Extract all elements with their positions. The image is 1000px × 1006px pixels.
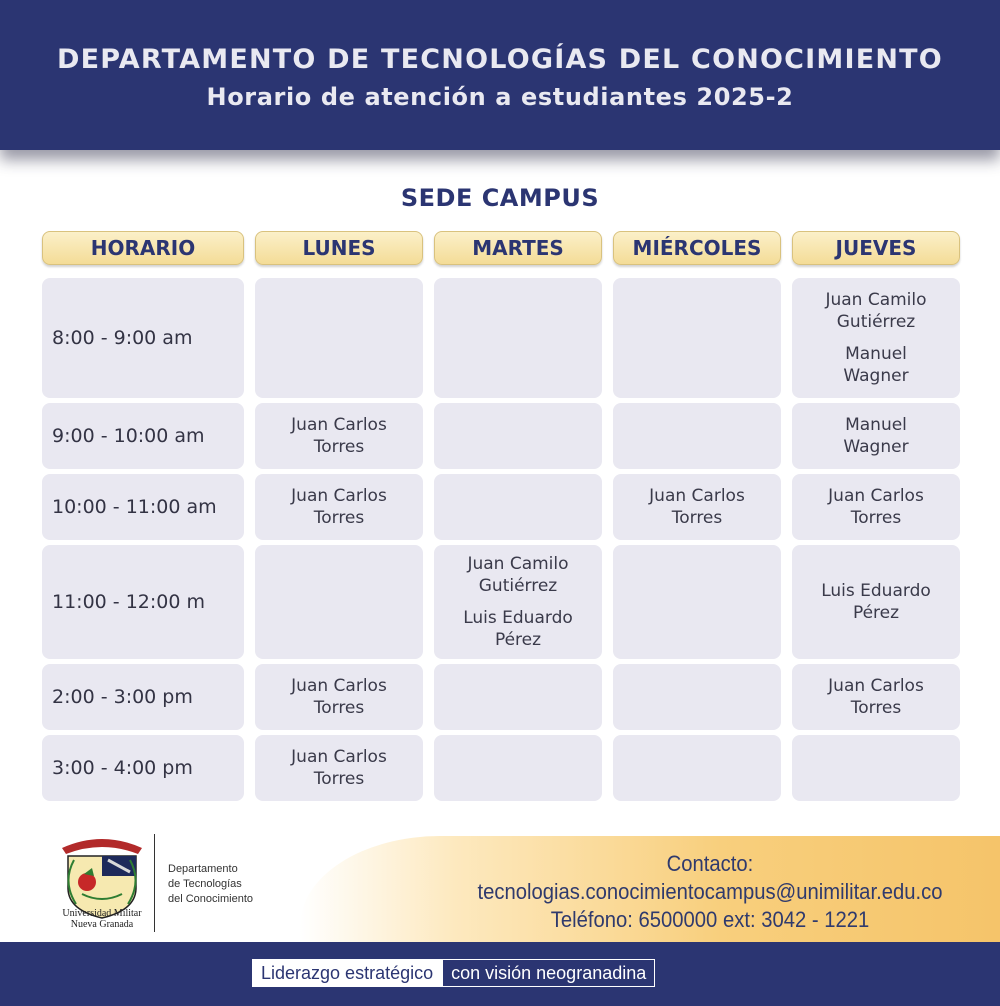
column-header: HORARIO: [42, 231, 244, 265]
contact-email[interactable]: tecnologias.conocimientocampus@unimilitar.edu.co: [477, 879, 943, 904]
professor-name: Luis Eduardo Pérez: [821, 581, 931, 623]
schedule-cell: [255, 545, 423, 659]
slogan-part2: con visión neogranadina: [442, 959, 655, 987]
schedule-cell: [613, 664, 781, 730]
professor-name: Luis Eduardo Pérez: [463, 608, 573, 650]
header-banner: [0, 0, 1000, 150]
schedule-cell: [255, 474, 423, 540]
slogan: [252, 959, 655, 987]
column-header: MIÉRCOLES: [613, 231, 781, 265]
professor-name: Juan Camilo Gutiérrez: [825, 290, 927, 332]
column-header: LUNES: [255, 231, 423, 265]
schedule-cell: [792, 278, 960, 398]
professor-name: Manuel Wagner: [843, 415, 909, 457]
department-line3: del Conocimiento: [168, 893, 253, 905]
contact-info: [471, 850, 949, 934]
time-slot: 2:00 - 3:00 pm: [42, 664, 244, 730]
schedule-cell: [255, 735, 423, 801]
schedule-cell: [255, 664, 423, 730]
time-slot: 11:00 - 12:00 m: [42, 545, 244, 659]
schedule-cell: [792, 545, 960, 659]
professor-name: Juan Carlos Torres: [291, 747, 387, 789]
professor-name: Juan Carlos Torres: [828, 486, 924, 528]
schedule-cell: [792, 664, 960, 730]
professor-name: Juan Carlos Torres: [291, 415, 387, 457]
contact-label: Contacto:: [666, 851, 754, 876]
professor-name: Juan Carlos Torres: [828, 676, 924, 718]
professor-name: Juan Carlos Torres: [291, 486, 387, 528]
time-slot: 9:00 - 10:00 am: [42, 403, 244, 469]
schedule-cell: [434, 474, 602, 540]
page-title: DEPARTAMENTO DE TECNOLOGÍAS DEL CONOCIMIENTO: [57, 44, 943, 75]
department-line2: de Tecnologías: [168, 878, 242, 890]
university-name: [52, 908, 152, 930]
column-header: JUEVES: [792, 231, 960, 265]
department-line1: Departamento: [168, 863, 238, 875]
contact-phone: Teléfono: 6500000 ext: 3042 - 1221: [550, 907, 870, 932]
schedule-cell: [613, 735, 781, 801]
professor-name: Juan Carlos Torres: [291, 676, 387, 718]
schedule-cell: [792, 474, 960, 540]
column-header: MARTES: [434, 231, 602, 265]
time-slot: 3:00 - 4:00 pm: [42, 735, 244, 801]
divider: [154, 834, 155, 932]
schedule-cell: [434, 735, 602, 801]
section-title: SEDE CAMPUS: [400, 184, 600, 212]
schedule-cell: [613, 278, 781, 398]
professor-name: Juan Camilo Gutiérrez: [467, 554, 569, 596]
time-slot: 10:00 - 11:00 am: [42, 474, 244, 540]
schedule-cell: [434, 278, 602, 398]
schedule-cell: [434, 664, 602, 730]
schedule-cell: [613, 474, 781, 540]
schedule-table: [42, 231, 960, 801]
schedule-cell: [255, 403, 423, 469]
slogan-part1: Liderazgo estratégico: [252, 959, 442, 987]
professor-name: Juan Carlos Torres: [649, 486, 745, 528]
schedule-cell: [613, 403, 781, 469]
schedule-cell: [255, 278, 423, 398]
page-subtitle: Horario de atención a estudiantes 2025-2: [206, 83, 794, 111]
university-name-line1: Universidad Militar: [62, 908, 142, 919]
university-name-line2: Nueva Granada: [70, 919, 134, 930]
schedule-cell: [613, 545, 781, 659]
schedule-cell: [434, 545, 602, 659]
schedule-cell: [792, 735, 960, 801]
department-name: [168, 862, 288, 907]
schedule-cell: [434, 403, 602, 469]
professor-name: Manuel Wagner: [843, 344, 909, 386]
schedule-cell: [792, 403, 960, 469]
time-slot: 8:00 - 9:00 am: [42, 278, 244, 398]
